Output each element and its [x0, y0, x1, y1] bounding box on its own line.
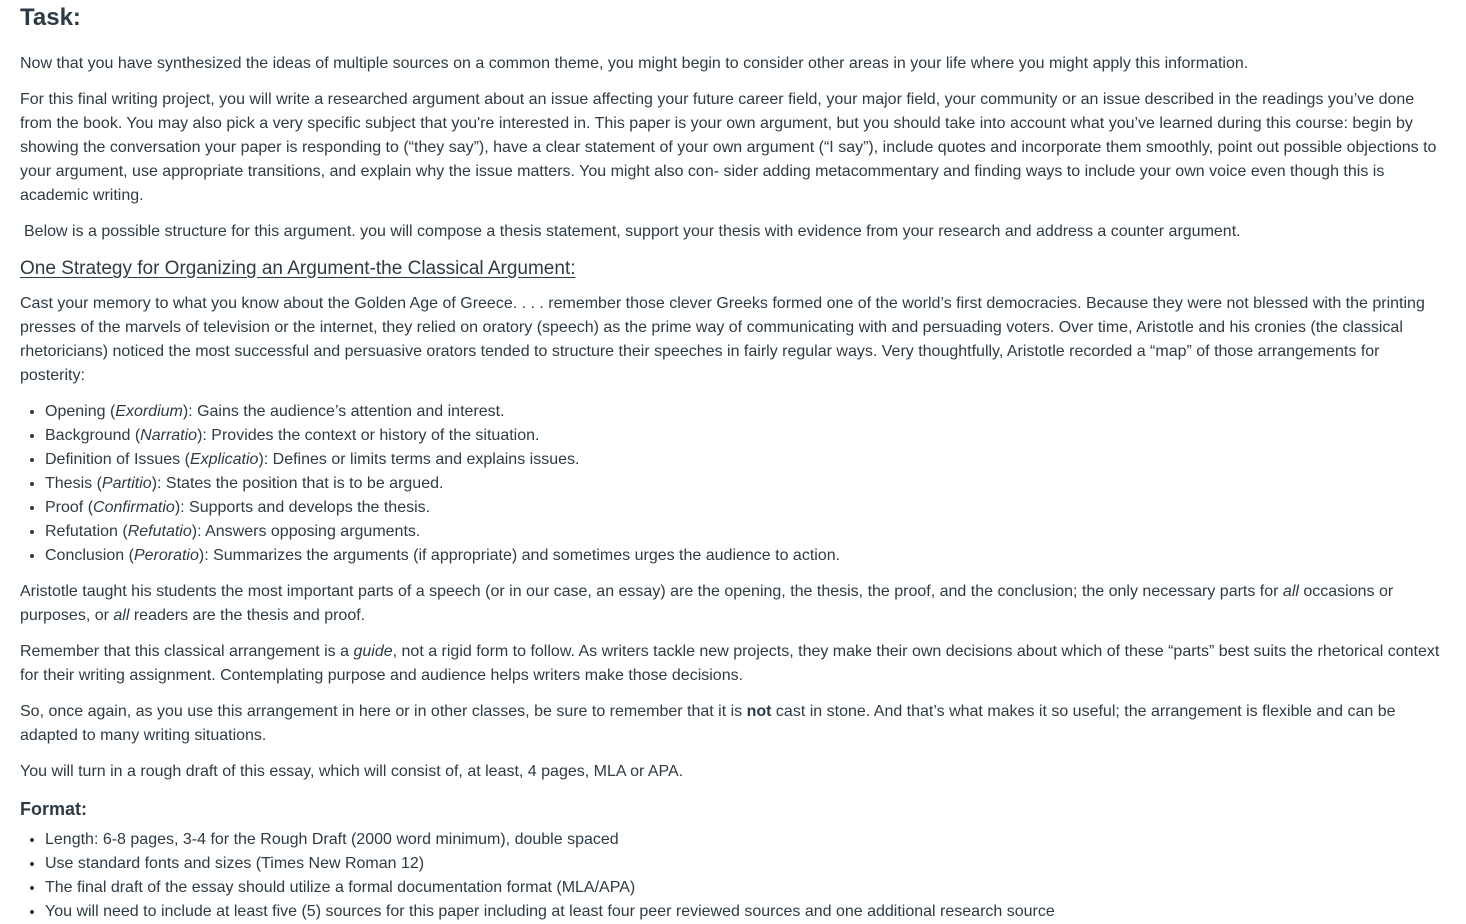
list-item: • Thesis (Partitio): States the position that is to be argued.: [45, 472, 1446, 496]
guide-paragraph: Remember that this classical arrangement is a guide, not a rigid form to follow. As writers tackle new projects, they make their own decisions about which of these “parts” best suits the rhetorical context for their writing assignment. Contemplating purpose and audience helps writers make those decisions.: [20, 643, 1440, 684]
rough-draft-paragraph: You will turn in a rough draft of this essay, which will consist of, at least, 4 pages, MLA or APA.: [20, 763, 684, 780]
list-item: • Definition of Issues (Explicatio): Defines or limits terms and explains issues.: [45, 448, 1446, 472]
list-item: • Refutation (Refutatio): Answers opposing arguments.: [45, 520, 1446, 544]
intro-paragraph: Now that you have synthesized the ideas of multiple sources on a common theme, you might begin to consider other areas in your life where you might apply this information.: [20, 55, 1249, 72]
list-item: • Opening (Exordium): Gains the audience’s attention and interest.: [45, 400, 1446, 424]
format-heading: Format:: [20, 799, 87, 819]
aristotle-paragraph: Aristotle taught his students the most important parts of a speech (or in our case, an essay) are the opening, the thesis, the proof, and the conclusion; the only necessary parts for all occasions or purposes, or all readers are the thesis and proof.: [20, 583, 1394, 624]
strategy-heading: One Strategy for Organizing an Argument-the Classical Argument:: [20, 258, 576, 279]
greece-paragraph: Cast your memory to what you know about the Golden Age of Greece. . . . remember those clever Greeks formed one of the world’s first democracies. Because they were not blessed with the printing presses of the marvels of television or the internet, they relied on oratory (speech) as the prime way of communicating with and persuading voters. Over time, Aristotle and his cronies (the classical rhetoricians) noticed the most successful and persuasive orators tended to structure their speeches in fairly regular ways. Very thoughtfully, Aristotle recorded a “map” of those arrangements for posterity:: [20, 295, 1425, 384]
project-paragraph: For this final writing project, you will write a researched argument about an issue affecting your future career field, your major field, your community or an issue described in the readings you’ve done from the book. You may also pick a very specific subject that you're interested in. This paper is your own argument, but you should take into account what you’ve learned during this course: begin by showing the conversation your paper is responding to (“they say”), have a clear statement of your own argument (“I say”), include quotes and incorporate them smoothly, point out possible objections to your argument, use appropriate transitions, and explain why the issue matters. You might also con- sider adding metacommentary and finding ways to include your own voice even though this is academic writing.: [20, 91, 1437, 204]
not-cast-in-stone-paragraph: So, once again, as you use this arrangement in here or in other classes, be sure to remember that it is not cast in stone. And that’s what makes it so useful; the arrangement is flexible and can be adapted to many writing situations.: [20, 703, 1396, 744]
list-item: • Use standard fonts and sizes (Times New Roman 12): [45, 852, 1446, 876]
list-item: • The final draft of the essay should utilize a formal documentation format (MLA/APA): [45, 876, 1446, 900]
page-title: Task:: [20, 4, 81, 31]
list-item: • Proof (Confirmatio): Supports and develops the thesis.: [45, 496, 1446, 520]
structure-note-paragraph: Below is a possible structure for this argument. you will compose a thesis statement, support your thesis with evidence from your research and address a counter argument.: [24, 223, 1241, 240]
list-item: • You will need to include at least five (5) sources for this paper including at least four peer reviewed sources and one additional research source: [45, 900, 1446, 924]
list-item: • Length: 6-8 pages, 3-4 for the Rough Draft (2000 word minimum), double spaced: [45, 828, 1446, 852]
format-list: [20, 828, 1446, 924]
classical-parts-list: [20, 400, 1446, 568]
list-item: • Background (Narratio): Provides the context or history of the situation.: [45, 424, 1446, 448]
list-item: • Conclusion (Peroratio): Summarizes the arguments (if appropriate) and sometimes urges the audience to action.: [45, 544, 1446, 568]
